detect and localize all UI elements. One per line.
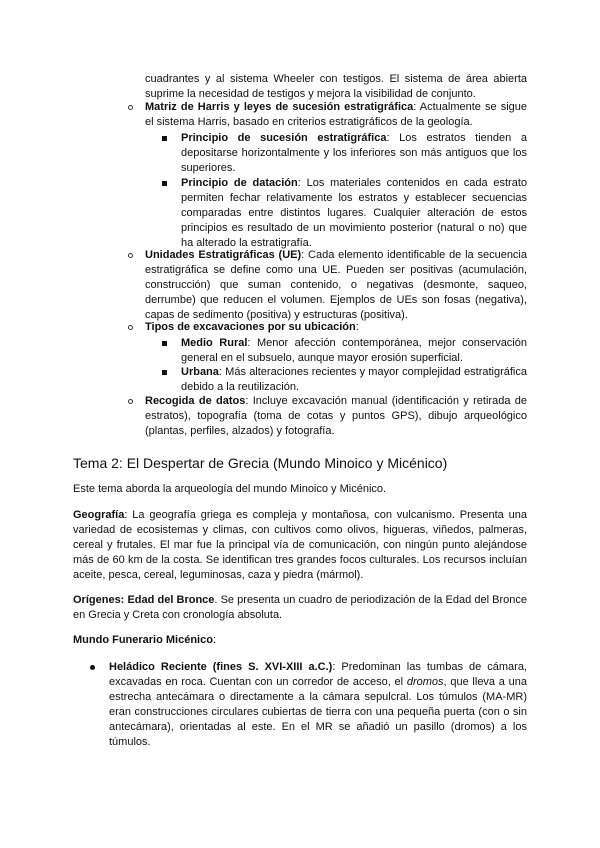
urbana-text: : Más alteraciones recientes y mayor complejidad estratigráfica debido a la reutilización. bbox=[181, 366, 527, 393]
principio-sucesion-text: : Los estratos tienden a depositarse horizontalmente y los inferiores son más antiguos que los superiores. bbox=[181, 132, 527, 174]
square-bullet bbox=[162, 341, 167, 346]
recogida-title: Recogida de datos bbox=[145, 395, 246, 407]
urbana-title: Urbana bbox=[181, 366, 219, 378]
section-heading: Tema 2: El Despertar de Grecia (Mundo Minoico y Micénico) bbox=[73, 455, 448, 471]
principio-sucesion-title: Principio de sucesión estratigráfica bbox=[181, 132, 387, 144]
funerario-heading bbox=[73, 633, 527, 648]
heladico-title: Heládico Reciente (fines S. XVI-XIII a.C.) bbox=[109, 661, 333, 673]
unidades-text: : Cada elemento identificable de la secuencia estratigráfica se define como una UE. Pueden ser positivas (acumulación, construcción) que suman contenido, o negativas (desmonte, saqueo, derrumbe) que reducen el volumen. Ejemplos de UEs son fosas (negativa), capas de sedimento (positiva) y estructuras (positiva). bbox=[145, 249, 527, 321]
unidades-item bbox=[145, 248, 527, 323]
principio-datacion-title: Principio de datación bbox=[181, 177, 298, 189]
origenes-title: Orígenes: Edad del Bronce bbox=[73, 594, 215, 606]
geografia-title: Geografía bbox=[73, 509, 125, 521]
heladico-italic: dromos bbox=[406, 676, 444, 688]
medio-rural-text: : Menor afección contemporánea, mejor conservación general en el subsuelo, aunque mayor erosión superficial. bbox=[181, 337, 527, 364]
filled-circle-bullet bbox=[90, 665, 95, 670]
funerario-text: : bbox=[212, 634, 217, 646]
funerario-title: Mundo Funerario Micénico bbox=[73, 634, 213, 646]
tipos-item bbox=[145, 320, 527, 335]
medio-rural-item bbox=[181, 336, 527, 366]
heladico-text-1: : Predominan las tumbas de cámara, excavadas en roca. Cuentan con un corredor de acceso, el bbox=[109, 661, 527, 688]
principio-datacion-item bbox=[181, 176, 527, 251]
hollow-circle-bullet bbox=[128, 105, 133, 110]
square-bullet bbox=[162, 136, 167, 141]
geografia-text: : La geografía griega es compleja y montañosa, con vulcanismo. Presenta una variedad de ecosistemas y climas, con cultivos como olivos, higueras, viñedos, palmeras, cereal y frutales. El mar fue la principal vía de comunicación, con ningún punto alejándose más de 60 km de la costa. Se identifican tres grandes focos culturales. Los recursos incluían aceite, pesca, cereal, leguminosas, caza y piedra (mármol). bbox=[73, 509, 527, 581]
continuation-paragraph: cuadrantes y al sistema Wheeler con testigos. El sistema de área abierta suprime la necesidad de testigos y mejora la visibilidad de conjunto. bbox=[145, 73, 527, 100]
unidades-title: Unidades Estratigráficas (UE) bbox=[145, 249, 302, 261]
tipos-title: Tipos de excavaciones por su ubicación bbox=[145, 321, 356, 333]
tipos-text: : bbox=[355, 321, 359, 333]
urbana-item bbox=[181, 365, 527, 395]
geografia-paragraph bbox=[73, 508, 527, 583]
origenes-paragraph bbox=[73, 593, 527, 623]
recogida-text: : Incluye excavación manual (identificación y retirada de estratos), topografía (toma de cotas y puntos GPS), dibujo arqueológico (plantas, perfiles, alzados) y fotografía. bbox=[145, 395, 528, 437]
square-bullet bbox=[162, 181, 167, 186]
recogida-item bbox=[145, 394, 527, 439]
hollow-circle-bullet bbox=[128, 253, 133, 258]
heladico-text-2: , que lleva a una estrecha antecámara o directamente a la cámara sepulcral. Los túmulos (MA-MR) eran construcciones circulares cubiertas de tierra con una pequeña puerta (con o sin antecámara), orientadas al este. En el MR se añadió un pasillo (dromos) a los túmulos. bbox=[109, 676, 527, 748]
principio-sucesion-item bbox=[181, 131, 527, 176]
principio-datacion-text: : Los materiales contenidos en cada estrato permiten fechar relativamente los estratos y establecer secuencias comparadas entre distintos lugares. Cualquier alteración de estos principios es resultado de un movimiento posterior (natural o no) que ha alterado la estratigrafía. bbox=[181, 177, 527, 249]
harris-text: : Actualmente se sigue el sistema Harris, basado en criterios estratigráficos de la geología. bbox=[145, 101, 528, 128]
medio-rural-title: Medio Rural bbox=[181, 337, 248, 349]
hollow-circle-bullet bbox=[128, 325, 133, 330]
square-bullet bbox=[162, 370, 167, 375]
hollow-circle-bullet bbox=[128, 399, 133, 404]
origenes-text: . Se presenta un cuadro de periodización de la Edad del Bronce en Grecia y Creta con cronología absoluta. bbox=[73, 594, 527, 621]
harris-title: Matriz de Harris y leyes de sucesión estratigráfica bbox=[145, 101, 414, 113]
heladico-item bbox=[109, 660, 527, 750]
tema2-intro: Este tema aborda la arqueología del mundo Minoico y Micénico. bbox=[73, 483, 387, 495]
harris-item bbox=[145, 100, 527, 130]
